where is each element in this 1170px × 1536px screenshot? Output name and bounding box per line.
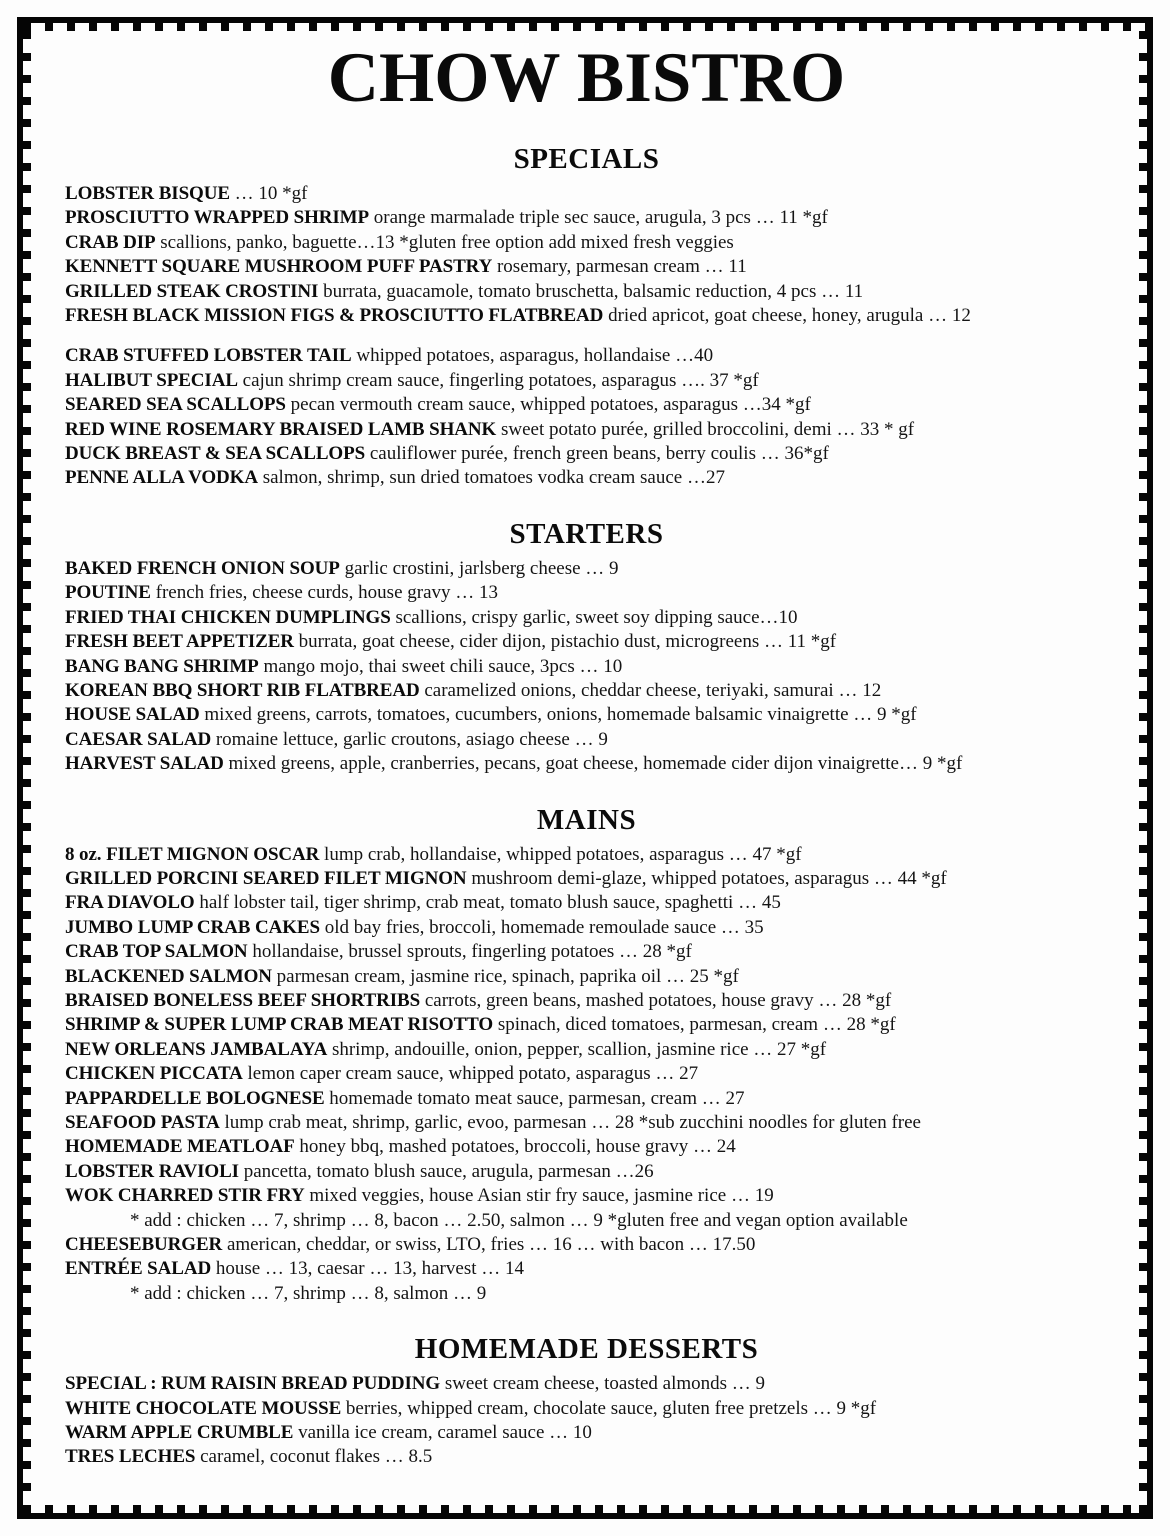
- menu-item: [65, 891, 1108, 915]
- menu-item: [65, 581, 1108, 605]
- section-heading: MAINS: [536, 803, 637, 836]
- item-desc: half lobster tail, tiger shrimp, crab meat, tomato blush sauce, spaghetti … 45: [199, 892, 781, 914]
- item-desc: … 10 *gf: [234, 183, 308, 204]
- item-name: HARVEST SALAD: [65, 753, 224, 775]
- item-name: FRESH BEET APPETIZER: [65, 631, 294, 653]
- item-name: HOUSE SALAD: [65, 704, 200, 726]
- item-name: PAPPARDELLE BOLOGNESE: [65, 1087, 325, 1109]
- item-desc: mango mojo, thai sweet chili sauce, 3pcs … 10: [263, 655, 623, 677]
- menu-item: [65, 843, 1108, 867]
- menu-item: [65, 1038, 1108, 1062]
- menu-item: [65, 1111, 1108, 1135]
- section-items: [65, 1372, 1108, 1470]
- item-desc: rosemary, parmesan cream … 11: [496, 256, 747, 278]
- menu-item: [65, 1282, 1108, 1306]
- item-name: RED WINE ROSEMARY BRAISED LAMB SHANK: [65, 418, 497, 440]
- menu-sections: [65, 143, 1108, 1470]
- item-desc: mixed greens, apple, cranberries, pecans, goat cheese, homemade cider dijon vinaigrette… 9 *gf: [228, 753, 963, 775]
- item-desc: burrata, goat cheese, cider dijon, pistachio dust, microgreens … 11 *gf: [298, 631, 837, 653]
- menu-item: [65, 703, 1108, 727]
- menu-item: [65, 344, 1108, 368]
- item-name: CRAB DIP: [65, 231, 156, 253]
- item-desc: carrots, green beans, mashed potatoes, house gravy … 28 *gf: [424, 989, 892, 1011]
- item-name: WOK CHARRED STIR FRY: [65, 1185, 305, 1207]
- item-desc: hollandaise, brussel sprouts, fingerling potatoes … 28 *gf: [252, 941, 692, 963]
- item-desc: lemon caper cream sauce, whipped potato, asparagus … 27: [247, 1063, 699, 1085]
- item-name: PENNE ALLA VODKA: [65, 467, 258, 489]
- item-desc: dried apricot, goat cheese, honey, arugula … 12: [608, 305, 971, 327]
- item-name: WHITE CHOCOLATE MOUSSE: [65, 1397, 342, 1419]
- item-name: LOBSTER BISQUE: [65, 183, 230, 204]
- menu-item: [65, 557, 1108, 581]
- item-desc: parmesan cream, jasmine rice, spinach, paprika oil … 25 *gf: [276, 965, 739, 987]
- item-name: NEW ORLEANS JAMBALAYA: [65, 1038, 328, 1060]
- item-name: CHICKEN PICCATA: [65, 1063, 243, 1085]
- menu-item: [65, 655, 1108, 679]
- menu-item: [65, 304, 1108, 328]
- item-desc: scallions, panko, baguette…13 *gluten free option add mixed fresh veggies: [160, 231, 734, 253]
- item-desc: vanilla ice cream, caramel sauce … 10: [298, 1422, 592, 1444]
- item-name: SPECIAL : RUM RAISIN BREAD PUDDING: [65, 1373, 441, 1395]
- item-desc: mixed greens, carrots, tomatoes, cucumbers, onions, homemade balsamic vinaigrette … 9 *gf: [204, 704, 917, 726]
- section-heading: STARTERS: [509, 517, 664, 550]
- menu-section: [65, 143, 1108, 491]
- menu-item: [65, 182, 1108, 206]
- menu-item: [65, 466, 1108, 490]
- menu-item: [65, 1233, 1108, 1257]
- menu-item: [65, 1445, 1108, 1469]
- item-desc: shrimp, andouille, onion, pepper, scallion, jasmine rice … 27 *gf: [331, 1038, 827, 1060]
- item-desc: romaine lettuce, garlic croutons, asiago cheese … 9: [215, 728, 608, 750]
- item-name: LOBSTER RAVIOLI: [65, 1160, 239, 1182]
- item-name: CRAB TOP SALMON: [65, 941, 248, 963]
- item-desc: lump crab, hollandaise, whipped potatoes, asparagus … 47 *gf: [324, 843, 802, 865]
- item-desc: berries, whipped cream, chocolate sauce, gluten free pretzels … 9 *gf: [345, 1397, 877, 1419]
- item-desc: scallions, crispy garlic, sweet soy dipping sauce…10: [395, 606, 798, 628]
- item-desc: lump crab meat, shrimp, garlic, evoo, parmesan … 28 *sub zucchini noodles for gluten free: [224, 1112, 921, 1133]
- menu-item: [65, 1013, 1108, 1037]
- item-name: KENNETT SQUARE MUSHROOM PUFF PASTRY: [65, 256, 493, 278]
- item-desc: caramel, coconut flakes … 8.5: [200, 1446, 433, 1468]
- menu-section: [65, 518, 1108, 777]
- item-desc: cajun shrimp cream sauce, fingerling potatoes, asparagus …. 37 *gf: [242, 369, 759, 391]
- menu-item: [65, 1160, 1108, 1184]
- item-name: CHEESEBURGER: [65, 1234, 223, 1256]
- menu-item: [65, 916, 1108, 940]
- item-name: KOREAN BBQ SHORT RIB FLATBREAD: [65, 679, 420, 701]
- item-name: GRILLED STEAK CROSTINI: [65, 280, 319, 302]
- menu-item: [65, 1209, 1108, 1233]
- item-name: HALIBUT SPECIAL: [65, 369, 238, 391]
- item-desc: orange marmalade triple sec sauce, arugula, 3 pcs … 11 *gf: [373, 207, 828, 229]
- menu-item: [65, 752, 1108, 776]
- menu-item: [65, 606, 1108, 630]
- item-name: POUTINE: [65, 582, 151, 604]
- item-name: PROSCIUTTO WRAPPED SHRIMP: [65, 207, 369, 229]
- menu-item: [65, 630, 1108, 654]
- menu-item: [65, 679, 1108, 703]
- menu-item: [65, 1372, 1108, 1396]
- menu-item: [65, 1397, 1108, 1421]
- item-name: HOMEMADE MEATLOAF: [65, 1136, 295, 1158]
- menu-section: [65, 804, 1108, 1307]
- section-heading: HOMEMADE DESSERTS: [414, 1333, 759, 1366]
- item-desc: mixed veggies, house Asian stir fry sauce, jasmine rice … 19: [309, 1185, 774, 1207]
- menu-item: [65, 442, 1108, 466]
- item-desc: pancetta, tomato blush sauce, arugula, parmesan …26: [243, 1160, 654, 1182]
- item-desc: sweet potato purée, grilled broccolini, demi … 33 * gf: [500, 418, 915, 440]
- item-desc: homemade tomato meat sauce, parmesan, cream … 27: [329, 1087, 745, 1109]
- menu-item: [65, 255, 1108, 279]
- menu-item: [65, 1184, 1108, 1208]
- item-desc: old bay fries, broccoli, homemade remoulade sauce … 35: [324, 916, 764, 938]
- item-desc: mushroom demi-glaze, whipped potatoes, asparagus … 44 *gf: [471, 867, 947, 889]
- item-desc: spinach, diced tomatoes, parmesan, cream … 28 *gf: [497, 1014, 896, 1036]
- item-desc: pecan vermouth cream sauce, whipped potatoes, asparagus …34 *gf: [290, 394, 811, 416]
- item-name: SEARED SEA SCALLOPS: [65, 394, 286, 416]
- menu-item: [65, 867, 1108, 891]
- item-name: BAKED FRENCH ONION SOUP: [65, 557, 340, 579]
- item-desc: honey bbq, mashed potatoes, broccoli, house gravy … 24: [299, 1136, 736, 1158]
- item-desc: garlic crostini, jarlsberg cheese … 9: [344, 557, 619, 579]
- item-name: CRAB STUFFED LOBSTER TAIL: [65, 345, 352, 367]
- menu-content: [24, 24, 1146, 1512]
- menu-item: [65, 1257, 1108, 1281]
- menu-item: [65, 1135, 1108, 1159]
- item-desc: caramelized onions, cheddar cheese, teriyaki, samurai … 12: [424, 679, 882, 701]
- menu-item: [65, 418, 1108, 442]
- menu-item: [65, 231, 1108, 255]
- item-desc: american, cheddar, or swiss, LTO, fries … 16 … with bacon … 17.50: [226, 1234, 756, 1256]
- section-items: [65, 182, 1108, 491]
- item-desc: salmon, shrimp, sun dried tomatoes vodka cream sauce …27: [262, 467, 725, 489]
- section-items: [65, 843, 1108, 1307]
- item-name: BLACKENED SALMON: [65, 965, 272, 987]
- item-desc: * add : chicken … 7, shrimp … 8, bacon … 2.50, salmon … 9 *gluten free and vegan option available: [130, 1209, 908, 1231]
- item-name: BRAISED BONELESS BEEF SHORTRIBS: [65, 989, 421, 1011]
- item-name: JUMBO LUMP CRAB CAKES: [65, 916, 320, 938]
- menu-item: [65, 728, 1108, 752]
- item-name: CAESAR SALAD: [65, 728, 212, 750]
- menu-item: [65, 280, 1108, 304]
- item-desc: cauliflower purée, french green beans, berry coulis … 36*gf: [369, 443, 829, 465]
- item-name: SHRIMP & SUPER LUMP CRAB MEAT RISOTTO: [65, 1014, 494, 1036]
- menu-item: [65, 369, 1108, 393]
- item-desc: french fries, cheese curds, house gravy … 13: [155, 582, 499, 604]
- item-desc: * add : chicken … 7, shrimp … 8, salmon … 9: [130, 1282, 487, 1304]
- item-desc: whipped potatoes, asparagus, hollandaise …40: [356, 345, 714, 367]
- item-desc: sweet cream cheese, toasted almonds … 9: [444, 1373, 766, 1395]
- menu-item: [65, 393, 1108, 417]
- menu-item: [65, 1062, 1108, 1086]
- menu-item: [65, 1087, 1108, 1111]
- item-name: FRA DIAVOLO: [65, 892, 195, 914]
- menu-item: [65, 206, 1108, 230]
- item-name: SEAFOOD PASTA: [65, 1112, 220, 1133]
- item-name: TRES LECHES: [65, 1446, 196, 1468]
- item-name: 8 oz. FILET MIGNON OSCAR: [65, 843, 320, 865]
- menu-item: [65, 1421, 1108, 1445]
- menu-item: [65, 965, 1108, 989]
- item-name: WARM APPLE CRUMBLE: [65, 1422, 294, 1444]
- item-name: ENTRÉE SALAD: [65, 1258, 212, 1280]
- section-heading: SPECIALS: [513, 143, 660, 175]
- menu-section: [65, 1333, 1108, 1470]
- menu-item: [65, 989, 1108, 1013]
- item-desc: house … 13, caesar … 13, harvest … 14: [215, 1258, 524, 1280]
- item-name: GRILLED PORCINI SEARED FILET MIGNON: [65, 867, 467, 889]
- item-name: FRESH BLACK MISSION FIGS & PROSCIUTTO FLATBREAD: [65, 305, 604, 327]
- item-name: BANG BANG SHRIMP: [65, 655, 259, 677]
- section-items: [65, 557, 1108, 777]
- menu-item: [65, 940, 1108, 964]
- page-title: CHOW BISTRO: [327, 39, 846, 117]
- item-name: FRIED THAI CHICKEN DUMPLINGS: [65, 606, 391, 628]
- item-name: DUCK BREAST & SEA SCALLOPS: [65, 443, 366, 465]
- item-desc: burrata, guacamole, tomato bruschetta, balsamic reduction, 4 pcs … 11: [323, 280, 864, 302]
